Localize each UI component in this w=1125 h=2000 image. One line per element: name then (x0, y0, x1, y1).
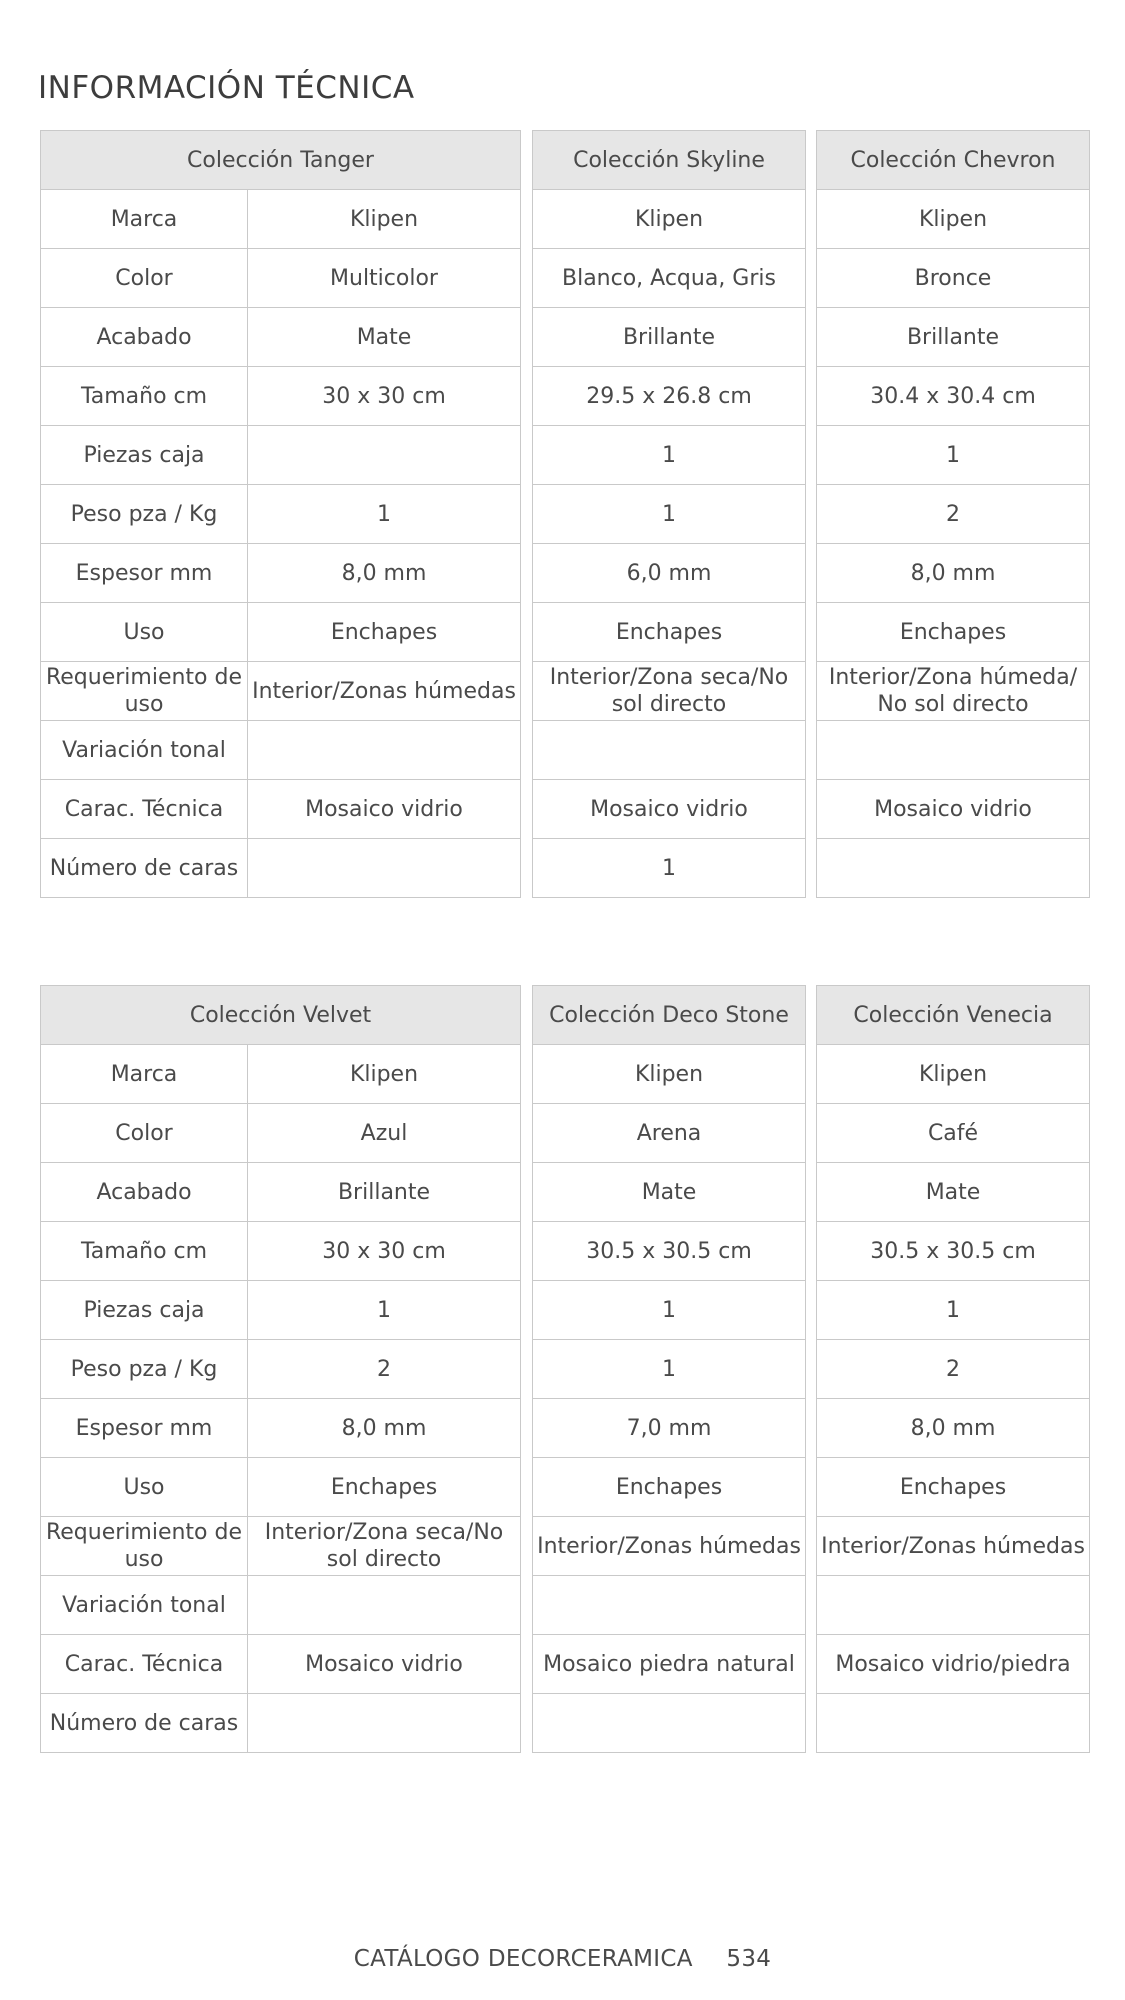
table-row (817, 1517, 1090, 1576)
spec-label-peso-pza-kg: Peso pza / Kg (41, 485, 248, 544)
table-row (817, 1458, 1090, 1517)
table-row (41, 603, 521, 662)
spec-value-numero-de-caras (248, 1694, 521, 1753)
spec-label-peso-pza-kg: Peso pza / Kg (41, 1340, 248, 1399)
spec-label-espesor-mm: Espesor mm (41, 544, 248, 603)
spec-value-color: Café (817, 1104, 1090, 1163)
spec-value-peso-pza-kg: 1 (533, 1340, 806, 1399)
spec-label-carac-tecnica: Carac. Técnica (41, 1635, 248, 1694)
spec-value-numero-de-caras: 1 (533, 839, 806, 898)
table-row (817, 544, 1090, 603)
spec-value-marca: Klipen (248, 190, 521, 249)
table-row (533, 485, 806, 544)
table-row (533, 1104, 806, 1163)
table-row (533, 1458, 806, 1517)
spec-value-carac-tecnica: Mosaico vidrio/piedra (817, 1635, 1090, 1694)
table-row (41, 1458, 521, 1517)
table-row (817, 1222, 1090, 1281)
table-row (533, 367, 806, 426)
table-row (533, 308, 806, 367)
table-header-row (41, 986, 521, 1045)
spec-value-variacion-tonal (817, 1576, 1090, 1635)
block2-c3-table (816, 985, 1090, 1753)
table-row (41, 1635, 521, 1694)
spec-value-variacion-tonal (248, 721, 521, 780)
collection-header: Colección Chevron (817, 131, 1090, 190)
table-row (533, 544, 806, 603)
table-row (817, 367, 1090, 426)
table-header-row (533, 986, 806, 1045)
spec-value-marca: Klipen (248, 1045, 521, 1104)
spec-value-tamano-cm: 30 x 30 cm (248, 367, 521, 426)
spec-value-tamano-cm: 30.4 x 30.4 cm (817, 367, 1090, 426)
catalog-name: CATÁLOGO DECORCERAMICA (353, 1946, 693, 1972)
spec-value-color: Bronce (817, 249, 1090, 308)
collection-header: Colección Skyline (533, 131, 806, 190)
table-row (41, 1340, 521, 1399)
spec-value-peso-pza-kg: 1 (533, 485, 806, 544)
spec-value-color: Multicolor (248, 249, 521, 308)
table-row (817, 1163, 1090, 1222)
table-row (41, 1399, 521, 1458)
spec-value-color: Arena (533, 1104, 806, 1163)
spec-label-tamano-cm: Tamaño cm (41, 367, 248, 426)
table-row (533, 1694, 806, 1753)
table-row (41, 190, 521, 249)
spec-value-espesor-mm: 8,0 mm (248, 544, 521, 603)
table-row (533, 1045, 806, 1104)
table-header-row (533, 131, 806, 190)
table-row (41, 1163, 521, 1222)
spec-value-requerimiento-de-uso: Interior/Zonas húmedas (248, 662, 521, 721)
spec-value-carac-tecnica: Mosaico vidrio (533, 780, 806, 839)
spec-value-carac-tecnica: Mosaico vidrio (248, 1635, 521, 1694)
table-row (533, 662, 806, 721)
table-row (41, 426, 521, 485)
spec-value-espesor-mm: 6,0 mm (533, 544, 806, 603)
block1-c1-table (40, 130, 521, 898)
spec-value-numero-de-caras (817, 1694, 1090, 1753)
table-row (41, 1694, 521, 1753)
spec-value-tamano-cm: 30.5 x 30.5 cm (533, 1222, 806, 1281)
spec-value-numero-de-caras (533, 1694, 806, 1753)
spec-value-uso: Enchapes (817, 603, 1090, 662)
table-row (41, 780, 521, 839)
table-row (817, 1281, 1090, 1340)
spec-value-uso: Enchapes (817, 1458, 1090, 1517)
block1-c3-table (816, 130, 1090, 898)
table-row (817, 485, 1090, 544)
spec-value-marca: Klipen (533, 1045, 806, 1104)
table-header-row (41, 131, 521, 190)
table-row (817, 1576, 1090, 1635)
collection-header: Colección Deco Stone (533, 986, 806, 1045)
spec-label-acabado: Acabado (41, 1163, 248, 1222)
table-row (817, 839, 1090, 898)
spec-value-acabado: Brillante (817, 308, 1090, 367)
table-row (41, 1281, 521, 1340)
spec-value-espesor-mm: 8,0 mm (817, 544, 1090, 603)
spec-value-variacion-tonal (533, 1576, 806, 1635)
spec-value-espesor-mm: 8,0 mm (248, 1399, 521, 1458)
spec-value-requerimiento-de-uso: Interior/Zona húmeda/ No sol directo (817, 662, 1090, 721)
table-row (817, 780, 1090, 839)
table-row (41, 1104, 521, 1163)
spec-label-requerimiento-de-uso: Requerimiento de uso (41, 1517, 248, 1576)
table-row (533, 1281, 806, 1340)
table-row (817, 1635, 1090, 1694)
spec-value-variacion-tonal (248, 1576, 521, 1635)
spec-value-carac-tecnica: Mosaico vidrio (817, 780, 1090, 839)
spec-value-carac-tecnica: Mosaico piedra natural (533, 1635, 806, 1694)
spec-value-peso-pza-kg: 2 (248, 1340, 521, 1399)
spec-value-piezas-caja: 1 (533, 1281, 806, 1340)
table-row (41, 1517, 521, 1576)
table-row (533, 1163, 806, 1222)
spec-value-espesor-mm: 8,0 mm (817, 1399, 1090, 1458)
spec-label-espesor-mm: Espesor mm (41, 1399, 248, 1458)
collection-header: Colección Tanger (41, 131, 521, 190)
spec-value-peso-pza-kg: 2 (817, 1340, 1090, 1399)
table-row (817, 426, 1090, 485)
spec-value-tamano-cm: 29.5 x 26.8 cm (533, 367, 806, 426)
spec-value-uso: Enchapes (533, 1458, 806, 1517)
spec-value-marca: Klipen (817, 1045, 1090, 1104)
spec-value-tamano-cm: 30 x 30 cm (248, 1222, 521, 1281)
spec-value-requerimiento-de-uso: Interior/Zona seca/No sol directo (533, 662, 806, 721)
spec-value-piezas-caja: 1 (248, 1281, 521, 1340)
spec-value-carac-tecnica: Mosaico vidrio (248, 780, 521, 839)
table-row (817, 721, 1090, 780)
spec-label-marca: Marca (41, 1045, 248, 1104)
page-number: 534 (726, 1946, 772, 1972)
table-row (817, 1045, 1090, 1104)
table-row (817, 1399, 1090, 1458)
spec-value-color: Azul (248, 1104, 521, 1163)
spec-value-tamano-cm: 30.5 x 30.5 cm (817, 1222, 1090, 1281)
spec-value-acabado: Mate (817, 1163, 1090, 1222)
spec-label-color: Color (41, 249, 248, 308)
table-header-row (817, 131, 1090, 190)
spec-label-tamano-cm: Tamaño cm (41, 1222, 248, 1281)
table-row (533, 190, 806, 249)
table-row (533, 780, 806, 839)
table-row (41, 662, 521, 721)
table-row (41, 839, 521, 898)
table-row (41, 249, 521, 308)
spec-value-variacion-tonal (817, 721, 1090, 780)
table-row (533, 1399, 806, 1458)
table-row (533, 249, 806, 308)
table-row (817, 249, 1090, 308)
table-row (817, 308, 1090, 367)
spec-value-numero-de-caras (817, 839, 1090, 898)
spec-value-uso: Enchapes (533, 603, 806, 662)
spec-label-requerimiento-de-uso: Requerimiento de uso (41, 662, 248, 721)
spec-value-acabado: Mate (248, 308, 521, 367)
table-row (817, 603, 1090, 662)
spec-value-color: Blanco, Acqua, Gris (533, 249, 806, 308)
block2-c2-table (532, 985, 806, 1753)
spec-value-requerimiento-de-uso: Interior/Zonas húmedas (533, 1517, 806, 1576)
spec-label-uso: Uso (41, 1458, 248, 1517)
spec-label-numero-de-caras: Número de caras (41, 839, 248, 898)
table-row (533, 1517, 806, 1576)
block2-c1-table (40, 985, 521, 1753)
table-row (41, 1576, 521, 1635)
spec-value-peso-pza-kg: 1 (248, 485, 521, 544)
spec-label-carac-tecnica: Carac. Técnica (41, 780, 248, 839)
table-row (817, 1694, 1090, 1753)
table-row (41, 1222, 521, 1281)
table-row (817, 190, 1090, 249)
spec-value-variacion-tonal (533, 721, 806, 780)
spec-label-uso: Uso (41, 603, 248, 662)
table-row (41, 485, 521, 544)
table-row (817, 1104, 1090, 1163)
spec-label-color: Color (41, 1104, 248, 1163)
spec-value-espesor-mm: 7,0 mm (533, 1399, 806, 1458)
table-header-row (817, 986, 1090, 1045)
spec-value-marca: Klipen (817, 190, 1090, 249)
spec-value-piezas-caja: 1 (533, 426, 806, 485)
spec-value-numero-de-caras (248, 839, 521, 898)
table-row (817, 1340, 1090, 1399)
spec-value-requerimiento-de-uso: Interior/Zonas húmedas (817, 1517, 1090, 1576)
table-row (533, 1576, 806, 1635)
spec-label-variacion-tonal: Variación tonal (41, 721, 248, 780)
table-row (41, 1045, 521, 1104)
collection-header: Colección Venecia (817, 986, 1090, 1045)
spec-value-peso-pza-kg: 2 (817, 485, 1090, 544)
table-row (817, 662, 1090, 721)
spec-value-uso: Enchapes (248, 1458, 521, 1517)
collection-header: Colección Velvet (41, 986, 521, 1045)
spec-value-piezas-caja: 1 (817, 1281, 1090, 1340)
table-row (41, 544, 521, 603)
spec-label-piezas-caja: Piezas caja (41, 426, 248, 485)
table-row (533, 426, 806, 485)
table-row (533, 721, 806, 780)
block1-c2-table (532, 130, 806, 898)
table-row (533, 603, 806, 662)
spec-value-acabado: Brillante (248, 1163, 521, 1222)
spec-value-piezas-caja (248, 426, 521, 485)
spec-label-variacion-tonal: Variación tonal (41, 1576, 248, 1635)
spec-value-acabado: Brillante (533, 308, 806, 367)
table-row (41, 367, 521, 426)
table-row (533, 1340, 806, 1399)
table-row (41, 308, 521, 367)
spec-label-marca: Marca (41, 190, 248, 249)
spec-label-acabado: Acabado (41, 308, 248, 367)
footer (0, 1946, 1125, 1972)
table-row (533, 1635, 806, 1694)
spec-value-marca: Klipen (533, 190, 806, 249)
spec-value-acabado: Mate (533, 1163, 806, 1222)
table-row (41, 721, 521, 780)
table-row (533, 1222, 806, 1281)
table-row (533, 839, 806, 898)
spec-value-piezas-caja: 1 (817, 426, 1090, 485)
spec-value-uso: Enchapes (248, 603, 521, 662)
page-title: INFORMACIÓN TÉCNICA (38, 70, 415, 106)
spec-label-piezas-caja: Piezas caja (41, 1281, 248, 1340)
spec-value-requerimiento-de-uso: Interior/Zona seca/No sol directo (248, 1517, 521, 1576)
spec-label-numero-de-caras: Número de caras (41, 1694, 248, 1753)
